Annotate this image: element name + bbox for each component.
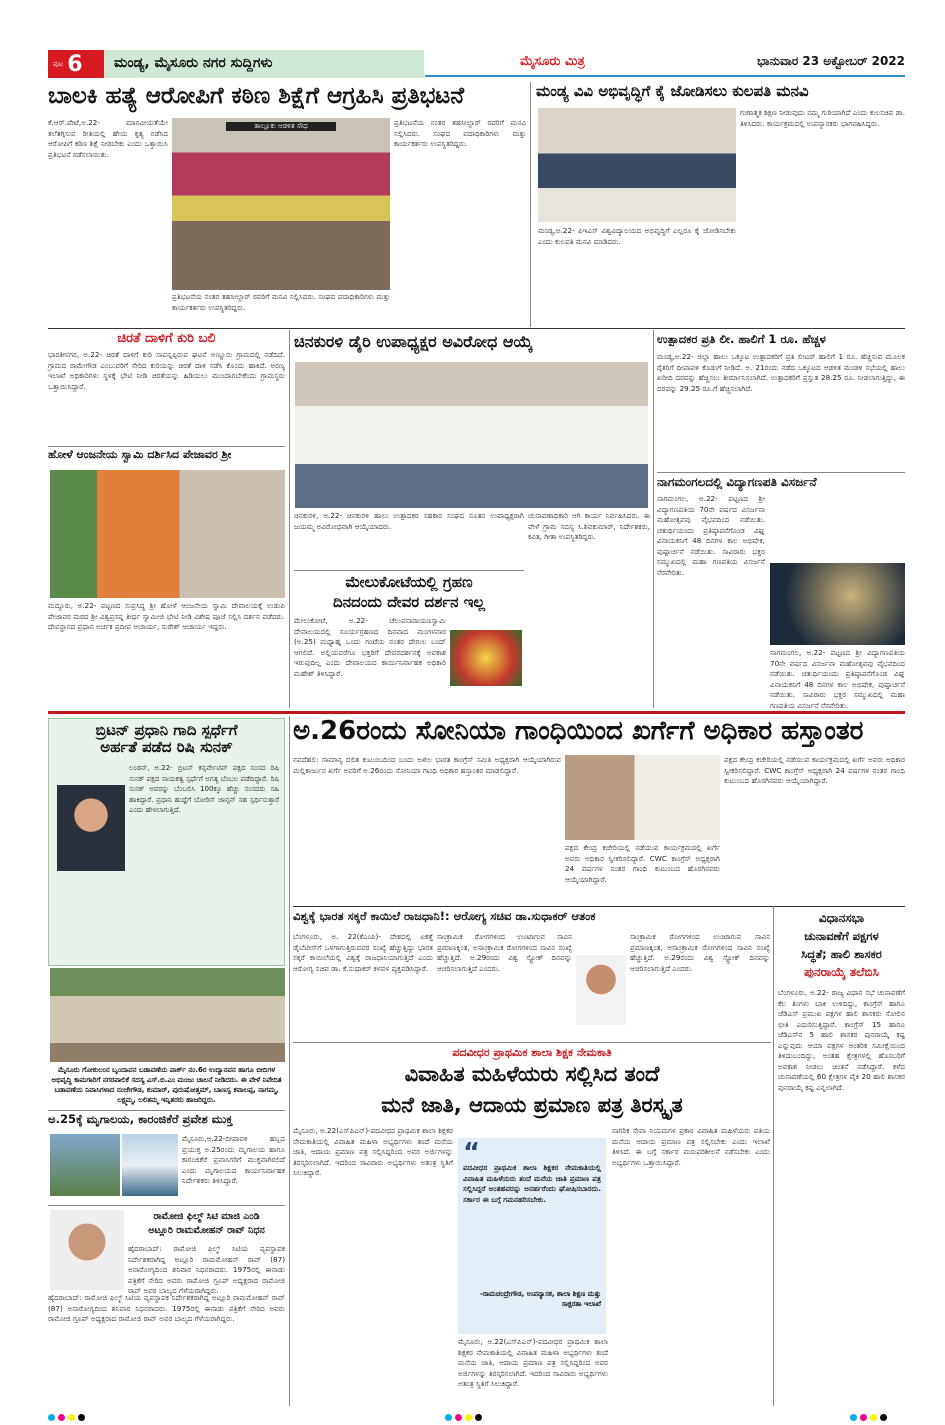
divider	[294, 570, 524, 571]
article-body: ಕೆ.ಆರ್.ಪೇಟೆ,ಅ.22- ಮಾನವೀಯತೆಯೇ ತಲೆತಗ್ಗಿಸುವ ರೀತಿಯಲ್ಲಿ ಹೇಯ ಕೃತ್ಯ ನಡೆಸಿದ ಆರೋಪಿಗೆ ಕಠಿಣ ಶಿಕ್ಷೆ ನೀಡಬೇಕು ಎಂದು ಒತ್ತಾಯಿಸಿ ಪ್ರತಿಭಟನೆ ನಡೆಸಲಾಯಿತು.	[48, 118, 168, 159]
headline-chinakurali: ಚಿನಕುರಳಿ ಡೈರಿ ಉಪಾಧ್ಯಕ್ಷರ ಅವಿರೋಧ ಆಯ್ಕೆ	[294, 332, 533, 351]
article-body: ನಾಗರಿಕ ಸೇವಾ ನಿಯಮಗಳ ಪ್ರಕಾರ ವಿವಾಹಿತ ಮಹಿಳೆಯರು ಪತಿಯ ಮನೆಯ ಆದಾಯ ಪ್ರಮಾಣ ಪತ್ರ ಸಲ್ಲಿಸಬೇಕು ಎಂದು ಇಲಾಖೆ ತಿಳಿಸಿದೆ. ಈ ಬಗ್ಗೆ ಸರ್ಕಾರ ಮರುಪರಿಶೀಲನೆ ನಡೆಸಬೇಕು ಎಂದು ಅಭ್ಯರ್ಥಿಗಳು ಒತ್ತಾಯಿಸಿದ್ದಾರೆ.	[612, 1126, 770, 1167]
dairy-group-photo	[295, 362, 648, 508]
article-body: ಪ್ರತಿಭಟನೆಯ ನಂತರ ತಹಸೀಲ್ದಾರ್ ರವರಿಗೆ ಮನವಿ ಸಲ್ಲಿಸಿದರು. ಸಂಘದ ಪದಾಧಿಕಾರಿಗಳು ಮತ್ತು ಕಾರ್ಯಕರ್ತರು ಉಪಸ್ಥಿತರಿದ್ದರು.	[394, 118, 526, 148]
page-label: ಪುಟ	[53, 59, 64, 68]
photo-caption: ಮೈಸೂರು ಗೋಕುಲಂನ ಬೃಂದಾವನ ಬಡಾವಣೆಯ ಪಾರ್ಕ್ ನಂ.6ರ ಉದ್ಯಾನವನ ಹಾಗೂ ಬೀದಿಗಳ ಅಭಿವೃದ್ಧಿ ಕಾಮಗಾರಿಗೆ ನಗರಪಾಲಿಕೆ ಸದಸ್ಯ ಎಸ್.ಬಿ.ಎಂ ಮಂಜು ಚಾಲನೆ ನೀಡಿದರು. ಈ ವೇಳೆ ನಿವೇದಿತ ಬಡಾವಣೆಯ ನಿವಾಸಿಗಳಾದ ನಂಜೇಗೌಡ, ಕುಮಾರ್, ಪುರುಷೋತ್ತಮ್, ಬಾಣಸ್ವ ಕವಾಲಪ್ಪ, ನಾಗಮ್ಮ, ಲಕ್ಷ್ಮಮ್ಮ, ಲಲಿತಮ್ಮ ಇನ್ನಿತರರು ಹಾಜರಿದ್ದರು.	[51, 1066, 282, 1104]
quote-box	[458, 1138, 606, 1334]
divider	[48, 446, 285, 447]
article-body: ಪಕ್ಷದ ಕೇಂದ್ರ ಕಚೇರಿಯಲ್ಲಿ ನಡೆಯುವ ಕಾರ್ಯಕ್ರಮದಲ್ಲಿ ಖರ್ಗೆ ಅವರು ಅಧಿಕಾರ ಸ್ವೀಕರಿಸಲಿದ್ದಾರೆ. CWC ಕಾಂಗ್ರೆಸ್ ಅಧ್ಯಕ್ಷರಾಗಿ 24 ವರ್ಷಗಳ ನಂತರ ಗಾಂಧಿ ಕುಟುಂಬದ ಹೊರಗಿನವರು ಆಯ್ಕೆಯಾಗಿದ್ದಾರೆ.	[724, 755, 905, 785]
divider	[48, 1205, 285, 1206]
article-body: ಚುನಾವಣಾಧಿಕಾರಿ ಆಗಿ ಕಾರ್ಯ ನಿರ್ವಹಿಸಿದರು. ಈ ವೇಳೆ ಗ್ರಾಮ ಸದಸ್ಯ ಸಿ.ಶಿವಕುಮಾರ್, ನಿರ್ದೇಶಕರು, ಕವಿತ, ಗೀತಾ ಉಪಸ್ಥಿತರಿದ್ದರು.	[528, 511, 650, 541]
article-body: ಪಕ್ಷದ ಕೇಂದ್ರ ಕಚೇರಿಯಲ್ಲಿ ನಡೆಯುವ ಕಾರ್ಯಕ್ರಮದಲ್ಲಿ ಖರ್ಗೆ ಅವರು ಅಧಿಕಾರ ಸ್ವೀಕರಿಸಲಿದ್ದಾರೆ. CWC ಕಾಂಗ್ರೆಸ್ ಅಧ್ಯಕ್ಷರಾಗಿ 24 ವರ್ಷಗಳ ನಂತರ ಗಾಂಧಿ ಕುಟುಂಬದ ಹೊರಗಿನವರು ಆಯ್ಕೆಯಾಗಿದ್ದಾರೆ.	[565, 843, 720, 884]
headline-milk-price: ಉತ್ಪಾದಕರ ಪ್ರತಿ ಲೀ. ಹಾಲಿಗೆ 1 ರೂ. ಹೆಚ್ಚಳ	[657, 332, 826, 346]
quote-text: ಪದವೀಧರ ಪ್ರಾಥಮಿಕ ಶಾಲಾ ಶಿಕ್ಷಕರ ನೇಮಕಾತಿಯಲ್ಲಿ ವಿವಾಹಿತ ಮಹಿಳೆಯರು ತಂದೆ ಮನೆಯ ಜಾತಿ ಪ್ರಮಾಣ ಪತ್ರ ಸಲ್ಲಿಸಿದ್ದರೆ ಅಂತಹವರನ್ನು ಅನರ್ಹರೆಂದು ಘೋಷಿಸಬಾರದು. ಸರ್ಕಾರ ಈ ಬಗ್ಗೆ ಗಮನಹರಿಸಬೇಕು.	[463, 1163, 601, 1204]
article-body: ಬೆಂಗಳೂರು, ಅ. 22(ಕೆಎಂಪಿ)- ದೇಶದಲ್ಲಿ ಏಕತ್ತೆ ಡೈಬೆಟೀಸ್‌ಗೆ ಒಳಗಾಗುತ್ತಿರುವವರ ಸಂಖ್ಯೆ ಹೆಚ್ಚುತ್ತಿದ್ದು ಭಾರತ ಸಕ್ಕರೆ ಕಾಯಿಲೆಯಲ್ಲಿ ವಿಶ್ವಕ್ಕೆ ರಾಜಧಾನಿಯಾಗುತ್ತಿದೆ ಎಂದು ಆರೋಗ್ಯ ಸಚಿವ ಡಾ. ಕೆ.ಸುಧಾಕರ್ ಕಳವಳ ವ್ಯಕ್ತಪಡಿಸಿದ್ದಾರೆ.	[293, 932, 433, 973]
headline-balaki: ಬಾಲಕಿ ಹತ್ಯೆ ಆರೋಪಿಗೆ ಕಠಿಣ ಶಿಕ್ಷೆಗೆ ಆಗ್ರಹಿಸಿ ಪ್ರತಿಭಟನೆ	[48, 83, 465, 109]
ganapati-procession-photo	[770, 563, 905, 645]
fountain-photo	[122, 1134, 178, 1196]
registration-marks-right	[850, 1406, 890, 1425]
article-body: ಹೈದರಾಬಾದ್: ರಾಮೋಜಿ ಫಿಲ್ಮ್ ಸಿಟಿಯ ವ್ಯವಸ್ಥಾಪಕ ನಿರ್ದೇಶಕರಾಗಿದ್ದ ಅಟ್ಲೂರಿ ರಾಮಮೋಹನ್ ರಾವ್ (87) ಅನಾರೋಗ್ಯದಿಂದ ಶನಿವಾರ ನಿಧನರಾದರು. 1975ರಲ್ಲಿ ಈನಾಡು ಪತ್ರಿಕೆಗೆ ಸೇರಿದ ಅವರು ರಾಮೋಜಿ ಗ್ರೂಪ್ ಅಧ್ಯಕ್ಷರಾದ ರಾಮೋಜಿ ರಾವ್ ಅವರ ಬಾಲ್ಯದ ಗೆಳೆಯರಾಗಿದ್ದರು.	[48, 1293, 285, 1323]
headline-married-women-1: ವಿವಾಹಿತ ಮಹಿಳೆಯರು ಸಲ್ಲಿಸಿದ ತಂದೆ	[404, 1062, 660, 1086]
column-rule	[653, 330, 654, 708]
article-body: ಸಾಂಕ್ರಾಮಿಕ ರೋಗಗಳಿಂದ ಉಂಟಾಗುವ ಸಾವಿನ ಪ್ರಮಾಣಕ್ಕಿಂತ, ಅಸಾಂಕ್ರಾಮಿಕ ರೋಗಗಳಿಂದ ಸಾವಿನ ಸಂಖ್ಯೆ ಹೆಚ್ಚುತ್ತಿದೆ. ಅ.29ರಂದು ವಿಶ್ವ ಸ್ಟ್ರೋಕ್ ದಿನವನ್ನು ಆಚರಿಸಲಾಗುತ್ತಿದೆ ಎಂದರು.	[437, 932, 572, 973]
pejawar-shri-photo	[50, 470, 285, 598]
column-rule	[773, 906, 774, 1406]
park-inauguration-photo	[50, 968, 285, 1062]
headline-sudhakar: ವಿಶ್ವಕ್ಕೆ ಭಾರತ ಸಕ್ಕರೆ ಕಾಯಿಲೆ ರಾಜಧಾನಿ!: ಆರೋಗ್ಯ ಸಚಿವ ಡಾ.ಸುಧಾಕರ್ ಆತಂಕ	[293, 909, 596, 923]
article-body: ಮೈಸೂರು, ಅ.22(ಎಸ್‌ಪಿಎನ್)-ಪದವೀಧರ ಪ್ರಾಥಮಿಕ ಶಾಲಾ ಶಿಕ್ಷಕರ ನೇಮಕಾತಿಯಲ್ಲಿ ವಿವಾಹಿತ ಮಹಿಳಾ ಅಭ್ಯರ್ಥಿಗಳು ತಂದೆ ಮನೆಯ ಜಾತಿ, ಆದಾಯ ಪ್ರಮಾಣ ಪತ್ರ ಸಲ್ಲಿಸಿದ್ದರಿಂದ ಅವರ ಅರ್ಜಿಗಳನ್ನು ತಿರಸ್ಕರಿಸಲಾಗಿದೆ. ಇದರಿಂದ ಸಾವಿರಾರು ಅಭ್ಯರ್ಥಿಗಳು ಅತಂತ್ರ ಸ್ಥಿತಿಗೆ ಸಿಲುಕಿದ್ದಾರೆ.	[293, 1126, 453, 1177]
column-rule	[530, 82, 531, 327]
article-body: ಗುಣಾತ್ಮಕ ಶಿಕ್ಷಣ ನೀಡುವುದು ನಮ್ಮ ಗುರಿಯಾಗಿದೆ ಎಂದು ಕುಲಸಚಿವ ಡಾ. ತಿಳಿಸಿದರು. ಕಾರ್ಯಕ್ರಮದಲ್ಲಿ ಉಪನ್ಯಾಸಕರು ಭಾಗವಹಿಸಿದ್ದರು.	[740, 108, 905, 128]
section-title: ಮಂಡ್ಯ, ಮೈಸೂರು ನಗರ ಸುದ್ದಿಗಳು	[104, 50, 424, 78]
article-body: ಮೈಸೂರು, ಅ.22(ಎಸ್‌ಪಿಎನ್)-ಪದವೀಧರ ಪ್ರಾಥಮಿಕ ಶಾಲಾ ಶಿಕ್ಷಕರ ನೇಮಕಾತಿಯಲ್ಲಿ ವಿವಾಹಿತ ಮಹಿಳಾ ಅಭ್ಯರ್ಥಿಗಳು ತಂದೆ ಮನೆಯ ಜಾತಿ, ಆದಾಯ ಪ್ರಮಾಣ ಪತ್ರ ಸಲ್ಲಿಸಿದ್ದರಿಂದ ಅವರ ಅರ್ಜಿಗಳನ್ನು ತಿರಸ್ಕರಿಸಲಾಗಿದೆ. ಇದರಿಂದ ಸಾವಿರಾರು ಅಭ್ಯರ್ಥಿಗಳು ಅತಂತ್ರ ಸ್ಥಿತಿಗೆ ಸಿಲುಕಿದ್ದಾರೆ.	[458, 1337, 608, 1388]
ramamohan-rao-photo	[50, 1210, 124, 1290]
sonia-kharge-photo	[565, 755, 720, 840]
headline-election-red: ಪುನರಾಯ್ಕೆ ತಲೆಬಿಸಿ	[804, 965, 879, 979]
article-body: ಬೆಂಗಳೂರು, ಅ.22- ರಾಜ್ಯ ವಿಧಾನ ಸಭೆ ಚುನಾವಣೆಗೆ ಕೆಲ ತಿಂಗಳು ಬಾಕಿ ಉಳಿದಿದ್ದು, ಕಾಂಗ್ರೆಸ್ ಹಾಗೂ ಜೆಡಿಎಸ್ ಪ್ರಮುಖ ಪಕ್ಷಗಳ ಹಾಲಿ ಶಾಸಕರು ಸೋಲಿನ ಭೀತಿ ಎದುರಿಸುತ್ತಿದ್ದಾರೆ. ಕಾಂಗ್ರೆಸ್ 15 ಹಾಗೂ ಜೆಡಿಎಸ್‌ನ 5 ಹಾಲಿ ಶಾಸಕರ ಪುನರಾಯ್ಕೆ ಕಷ್ಟ ಎನ್ನುವುದು ಆಯಾ ಪಕ್ಷಗಳ ಆಂತರಿಕ ಸಮೀಕ್ಷೆಯಿಂದ ತಿಳಿದುಬಂದಿದ್ದು, ಅಂತಹ ಕ್ಷೇತ್ರಗಳಲ್ಲಿ ಹೊಸಬರಿಗೆ ಅವಕಾಶ ನೀಡಲು ಚಿಂತನೆ ನಡೆಸಿದ್ದಾರೆ. ಕಳೆದ ಚುನಾವಣೆಯಲ್ಲಿ 60 ಕ್ಷೇತ್ರಗಳ ಪೈಕಿ 20 ಹಾಲಿ ಶಾಸಕರ ಪುನರಾಯ್ಕೆ ಕಷ್ಟ ಎನ್ನಲಾಗಿದೆ.	[778, 988, 905, 1092]
headline-election-2: ಸಿದ್ಧತೆ; ಹಾಲಿ ಶಾಸಕರ	[801, 947, 882, 961]
headline-nagamangala: ನಾಗಮಂಗಲದಲ್ಲಿ ವಿದ್ಯಾಗಣಪತಿ ವಿಸರ್ಜನೆ	[657, 475, 817, 489]
section-rule	[48, 328, 905, 329]
headline-sunak-1: ಬ್ರಿಟನ್ ಪ್ರಧಾನಿ ಗಾದಿ ಸ್ಪರ್ಧೆಗೆ	[95, 721, 238, 739]
header-rule	[425, 75, 905, 77]
article-body: ಮಂಡ್ಯ,ಅ.22- ಜಿಲ್ಲಾ ಹಾಲು ಒಕ್ಕೂಟ ಉತ್ಪಾದಕರಿಗೆ ಪ್ರತಿ ಲೀಟರ್ ಹಾಲಿಗೆ 1 ರೂ. ಹೆಚ್ಚಿಸುವ ಮೂಲಕ ರೈತರಿಗೆ ದೀಪಾವಳಿ ಕೊಡುಗೆ ನೀಡಿದೆ. ಅ. 21ರಂದು ನಡೆದ ಒಕ್ಕೂಟದ ಆಡಳಿತ ಮಂಡಳಿ ಸಭೆಯಲ್ಲಿ ಹಾಲು ಖರೀದಿ ದರವನ್ನು ಹೆಚ್ಚಿಸಲು ತೀರ್ಮಾನಿಸಲಾಗಿದೆ. ಉತ್ಪಾದಕರಿಗೆ ಪ್ರಸ್ತುತ 28.25 ರೂ. ನೀಡಲಾಗುತ್ತಿದ್ದು, ಈ ದರವನ್ನು 29.25 ರೂ.ಗೆ ಹೆಚ್ಚಿಸಲಾಗಿದೆ.	[657, 352, 905, 393]
article-body: ಪ್ರತಿಭಟನೆಯ ನಂತರ ತಹಸೀಲ್ದಾರ್ ರವರಿಗೆ ಮನವಿ ಸಲ್ಲಿಸಿದರು. ಸಂಘದ ಪದಾಧಿಕಾರಿಗಳು ಮತ್ತು ಕಾರ್ಯಕರ್ತರು ಉಪಸ್ಥಿತರಿದ್ದರು.	[172, 292, 390, 312]
headline-ramoji-1: ರಾಮೋಜಿ ಫಿಲ್ಮ್ ಸಿಟಿ ಮಾಜಿ ಎಂಡಿ	[153, 1211, 260, 1222]
headline-melukote-1: ಮೇಲುಕೋಟೆಯಲ್ಲಿ ಗ್ರಹಣ	[345, 573, 473, 591]
article-body: ನಾಗಮಂಗಲ, ಅ.22- ಪಟ್ಟಣದ ಶ್ರೀ ವಿದ್ಯಾಗಣಪತಿಯ 70ನೇ ವರ್ಷದ ವಿಸರ್ಜನಾ ಮಹೋತ್ಸವವು ವೈಭವದಿಂದ ನಡೆಯಿತು. ಚತುರ್ಥಿಯಂದು ಪ್ರತಿಷ್ಠಾಪನೆಗೊಂಡ ವಿಘ್ನ ವಿನಾಯಕನಿಗೆ 48 ದಿನಗಳ ಕಾಲ ಅಭಿಷೇಕ, ಪುಷ್ಪಾರ್ಚನೆ ನಡೆಯಿತು. ಸಾವಿರಾರು ಭಕ್ತರ ಸಮ್ಮುಖದಲ್ಲಿ ಮಹಾ ಗಣಪತಿಯ ವಿಸರ್ಜನೆ ನೆರವೇರಿತು.	[657, 494, 765, 577]
article-body: ನಾಗಮಂಗಲ, ಅ.22- ಪಟ್ಟಣದ ಶ್ರೀ ವಿದ್ಯಾಗಣಪತಿಯ 70ನೇ ವರ್ಷದ ವಿಸರ್ಜನಾ ಮಹೋತ್ಸವವು ವೈಭವದಿಂದ ನಡೆಯಿತು. ಚತುರ್ಥಿಯಂದು ಪ್ರತಿಷ್ಠಾಪನೆಗೊಂಡ ವಿಘ್ನ ವಿನಾಯಕನಿಗೆ 48 ದಿನಗಳ ಕಾಲ ಅಭಿಷೇಕ, ಪುಷ್ಪಾರ್ಚನೆ ನಡೆಯಿತು. ಸಾವಿರಾರು ಭಕ್ತರ ಸಮ್ಮುಖದಲ್ಲಿ ಮಹಾ ಗಣಪತಿಯ ವಿಸರ್ಜನೆ ನೆರವೇರಿತು.	[770, 648, 905, 710]
headline-married-women-2: ಮನೆ ಜಾತಿ, ಆದಾಯ ಪ್ರಮಾಣ ಪತ್ರ ತಿರಸ್ಕೃತ	[381, 1093, 683, 1117]
article-body: ಹೈದರಾಬಾದ್: ರಾಮೋಜಿ ಫಿಲ್ಮ್ ಸಿಟಿಯ ವ್ಯವಸ್ಥಾಪಕ ನಿರ್ದೇಶಕರಾಗಿದ್ದ ಅಟ್ಲೂರಿ ರಾಮಮೋಹನ್ ರಾವ್ (87) ಅನಾರೋಗ್ಯದಿಂದ ಶನಿವಾರ ನಿಧನರಾದರು. 1975ರಲ್ಲಿ ಈನಾಡು ಪತ್ರಿಕೆಗೆ ಸೇರಿದ ಅವರು ರಾಮೋಜಿ ಗ್ರೂಪ್ ಅಧ್ಯಕ್ಷರಾದ ರಾಮೋಜಿ ರಾವ್ ಅವರ ಬಾಲ್ಯದ ಗೆಳೆಯರಾಗಿದ್ದರು.	[128, 1244, 285, 1295]
kicker-teacher-recruitment: ಪದವೀಧರ ಪ್ರಾಥಮಿಕ ಶಾಲಾ ಶಿಕ್ಷಕ ನೇಮಕಾತಿ	[452, 1046, 612, 1059]
article-body: ಮೈಸೂರು,ಅ.22-ದೀಪಾವಳಿ ಹಬ್ಬದ ಪ್ರಯುಕ್ತ ಅ.25ರಂದು ಮೃಗಾಲಯ ಹಾಗೂ ಕಾರಂಜಿಕೆರೆ ಪ್ರವಾಸಿಗರಿಗೆ ಮುಕ್ತವಾಗಿರಲಿದೆ ಎಂದು ಮೃಗಾಲಯದ ಕಾರ್ಯನಿರ್ವಾಹಕ ನಿರ್ದೇಶಕರು ತಿಳಿಸಿದ್ದಾರೆ.	[182, 1134, 285, 1185]
column-rule	[289, 716, 290, 1406]
divider	[48, 1110, 285, 1111]
red-section-rule	[48, 711, 905, 714]
kicker-vidhanasabha: ವಿಧಾನಸಭಾ	[818, 911, 865, 925]
article-body: ಮದ್ದೂರು, ಅ.22- ಪಟ್ಟಣದ ಸುಪ್ರಸಿದ್ಧ ಶ್ರೀ ಹೋಳೆ ಆಂಜನೇಯ ಸ್ವಾಮಿ ದೇವಾಲಯಕ್ಕೆ ಉಡುಪಿ ಪೇಜಾವರ ಮಠದ ಶ್ರೀ ವಿಶ್ವಪ್ರಸನ್ನ ತೀರ್ಥ ಸ್ವಾಮೀಜಿ ಭೇಟಿ ನೀಡಿ ವಿಶೇಷ ಪೂಜೆ ಸಲ್ಲಿಸಿ ದರ್ಶನ ಪಡೆದರು. ದೇವಸ್ಥಾನದ ಪ್ರಧಾನ ಅರ್ಚಕ ಪ್ರದೀಪ ಆಚಾರ್ಯ, ಸುರೇಶ್ ಆಚಾರ್ಯ ಇದ್ದರು.	[48, 601, 285, 631]
quote-icon: “	[463, 1138, 481, 1168]
paper-name: ಮೈಸೂರು ಮಿತ್ರ	[520, 54, 585, 69]
photo-signboard: ತಾಲ್ಲೂಕು ಆಡಳಿತ ಸೌಧ	[226, 122, 336, 131]
issue-date: ಭಾನುವಾರ 23 ಅಕ್ಟೋಬರ್ 2022	[757, 54, 905, 68]
headline-election-1: ಚುನಾವಣೆಗೆ ಪಕ್ಷಗಳ	[804, 929, 879, 943]
rishi-sunak-photo	[57, 785, 125, 871]
divider	[657, 472, 905, 473]
headline-melukote-2: ದಿನದಂದು ದೇವರ ದರ್ಶನ ಇಲ್ಲ	[333, 593, 485, 611]
article-body: ಲಂಡನ್, ಅ.22- ಬ್ರಿಟನ್ ಕನ್ಸರ್ವೇಟಿವ್ ಪಕ್ಷದ ಸಂಸದ ರಿಷಿ ಸುನಕ್ ಪಕ್ಷದ ನಾಯಕತ್ವ ಸ್ಪರ್ಧೆಗೆ ಅಗತ್ಯ ಬೆಂಬಲ ಪಡೆದಿದ್ದಾರೆ. ರಿಷಿ ಸುನಕ್ ಅವರನ್ನು ಬೆಂಬಲಿಸಿ 100ಕ್ಕೂ ಹೆಚ್ಚು ಸಂಸದರು ಸಹಿ ಹಾಕಿದ್ದಾರೆ. ಪ್ರಧಾನಿ ಹುದ್ದೆಗೆ ಬೋರಿಸ್ ಜಾನ್ಸನ್ ಸಹ ಸ್ಪರ್ಧಿಸುತ್ತಾರೆ ಎಂದು ಹೇಳಲಾಗುತ್ತಿದೆ.	[129, 764, 279, 814]
divider	[293, 1042, 771, 1043]
article-body: ಸಾಂಕ್ರಾಮಿಕ ರೋಗಗಳಿಂದ ಉಂಟಾಗುವ ಸಾವಿನ ಪ್ರಮಾಣಕ್ಕಿಂತ, ಅಸಾಂಕ್ರಾಮಿಕ ರೋಗಗಳಿಂದ ಸಾವಿನ ಸಂಖ್ಯೆ ಹೆಚ್ಚುತ್ತಿದೆ. ಅ.29ರಂದು ವಿಶ್ವ ಸ್ಟ್ರೋಕ್ ದಿನವನ್ನು ಆಚರಿಸಲಾಗುತ್ತಿದೆ ಎಂದರು.	[630, 932, 770, 973]
article-body: ಮಂಡ್ಯ,ಅ.22- ಪಿಇಎಸ್ ವಿಶ್ವವಿದ್ಯಾಲಯದ ಅಭಿವೃದ್ಧಿಗೆ ಎಲ್ಲರೂ ಕೈ ಜೋಡಿಸಬೇಕು ಎಂದು ಕುಲಪತಿ ಮನವಿ ಮಾಡಿದರು.	[538, 226, 736, 246]
headline-sunak-2: ಅರ್ಹತೆ ಪಡೆದ ರಿಷಿ ಸುನಕ್	[100, 737, 233, 756]
page-number: 6	[67, 51, 83, 77]
headline-hole-anjaneya: ಹೋಳೆ ಆಂಜನೇಯ ಸ್ವಾಮಿ ದರ್ಶಿಸಿದ ಪೇಜಾವರ ಶ್ರೀ	[48, 448, 232, 461]
registration-marks-left	[48, 1406, 88, 1425]
column-rule	[289, 330, 290, 708]
headline-chirate: ಚಿರತೆ ದಾಳಿಗೆ ಕುರಿ ಬಲಿ	[117, 331, 216, 346]
sudhakar-photo	[576, 955, 626, 1025]
article-body: ನವದೆಹಲಿ: ಸಾಮಾನ್ಯ ದಲಿತ ಕುಟುಂಬದಿಂದ ಬಂದು ಅಖಿಲ ಭಾರತ ಕಾಂಗ್ರೆಸ್ ಸಮಿತಿ ಅಧ್ಯಕ್ಷರಾಗಿ ಆಯ್ಕೆಯಾಗಿರುವ ಮಲ್ಲಿಕಾರ್ಜುನ ಖರ್ಗೆ ಅವರಿಗೆ ಅ.26ರಂದು ಸೋನಿಯಾ ಗಾಂಧಿ ಅಧಿಕಾರ ಹಸ್ತಾಂತರ ಮಾಡಲಿದ್ದಾರೆ.	[293, 755, 561, 775]
article-body: ಚಿನಕುರಳಿ, ಅ.22- ಚಿನಕುರಳಿ ಹಾಲು ಉತ್ಪಾದಕರ ಸಹಕಾರ ಸಂಘದ ನೂತನ ಉಪಾಧ್ಯಕ್ಷರಾಗಿ ಜಯಮ್ಮ ಅವಿರೋಧವಾಗಿ ಆಯ್ಕೆಯಾದರು.	[294, 511, 524, 531]
zoo-photo	[50, 1134, 120, 1196]
sunak-box	[48, 718, 285, 966]
headline-mandya-vv: ಮಂಡ್ಯ ವಿವಿ ಅಭಿವೃದ್ಧಿಗೆ ಕೈ ಜೋಡಿಸಲು ಕುಲಪತಿ ಮನವಿ	[536, 82, 809, 100]
page-number-badge	[48, 50, 104, 78]
headline-zoo: ಅ.25ಕ್ಕೆ ಮೃಗಾಲಯ, ಕಾರಂಜಿಕೆರೆ ಪ್ರವೇಶ ಮುಕ್ತ	[48, 1112, 233, 1126]
article-body: ಭಾರತೀನಗರ, ಅ.22- ಚಿರತೆ ದಾಳಿಗೆ ಕುರಿ ಸಾವನ್ನಪ್ಪಿರುವ ಘಟನೆ ಅಣ್ಣೂರು ಗ್ರಾಮದಲ್ಲಿ ನಡೆದಿದೆ. ಗ್ರಾಮದ ರಾಮೇಗೌಡ ಎಂಬುವರಿಗೆ ಸೇರಿದ ಕುರಿಯನ್ನು ಚಿರತೆ ದಾಳಿ ನಡೆಸಿ ಕೊಂದು ಹಾಕಿದೆ. ಅರಣ್ಯ ಇಲಾಖೆ ಅಧಿಕಾರಿಗಳು ಸ್ಥಳಕ್ಕೆ ಭೇಟಿ ನೀಡಿ ಚಿರತೆಯನ್ನು ಹಿಡಿಯಲು ಮುಂದಾಗಬೇಕೆಂದು ಗ್ರಾಮಸ್ಥರು ಒತ್ತಾಯಿಸಿದ್ದಾರೆ.	[48, 350, 285, 391]
quote-author: -ರಾಮಚಂದ್ರೇಗೌಡ, ಉಪನ್ಯಾಸಕ, ಶಾಲಾ ಶಿಕ್ಷಣ ಮತ್ತು ಸಾಕ್ಷರತಾ ಇಲಾಖೆ	[480, 1290, 601, 1308]
registration-marks-center	[445, 1406, 485, 1425]
headline-ramoji-2: ಅಟ್ಲೂರಿ ರಾಮಮೋಹನ್ ರಾವ್ ನಿಧನ	[148, 1225, 265, 1236]
protest-photo	[172, 118, 390, 290]
deity-photo	[450, 630, 522, 686]
headline-sonia-kharge: ಅ.26ರಂದು ಸೋನಿಯಾ ಗಾಂಧಿಯಿಂದ ಖರ್ಗೆಗೆ ಅಧಿಕಾರ ಹಸ್ತಾಂತರ	[293, 716, 864, 746]
article-body: ಮೇಲುಕೋಟೆ, ಅ.22- ಚೆಲುವನಾರಾಯಣಸ್ವಾಮಿ ದೇವಾಲಯದಲ್ಲಿ ಸೂರ್ಯಗ್ರಹಣದ ದಿನವಾದ ಮಂಗಳವಾರ (ಅ.25) ಮಧ್ಯಾಹ್ನ ಒಂದು ಗಂಟೆಯ ನಂತರ ದೇಗುಲ ಬಂದ್ ಆಗಲಿದೆ. ಅಲ್ಲಿಯವರೆಗೂ ಭಕ್ತರಿಗೆ ದೇವರದರ್ಶನಕ್ಕೆ ಅವಕಾಶ ಇರುವುದಿಲ್ಲ ಎಂದು ದೇವಾಲಯದ ಕಾರ್ಯನಿರ್ವಾಹಕ ಅಧಿಕಾರಿ ಮಹೇಶ್ ತಿಳಿಸಿದ್ದಾರೆ.	[294, 616, 446, 678]
university-event-photo	[538, 108, 736, 222]
divider	[293, 906, 905, 907]
